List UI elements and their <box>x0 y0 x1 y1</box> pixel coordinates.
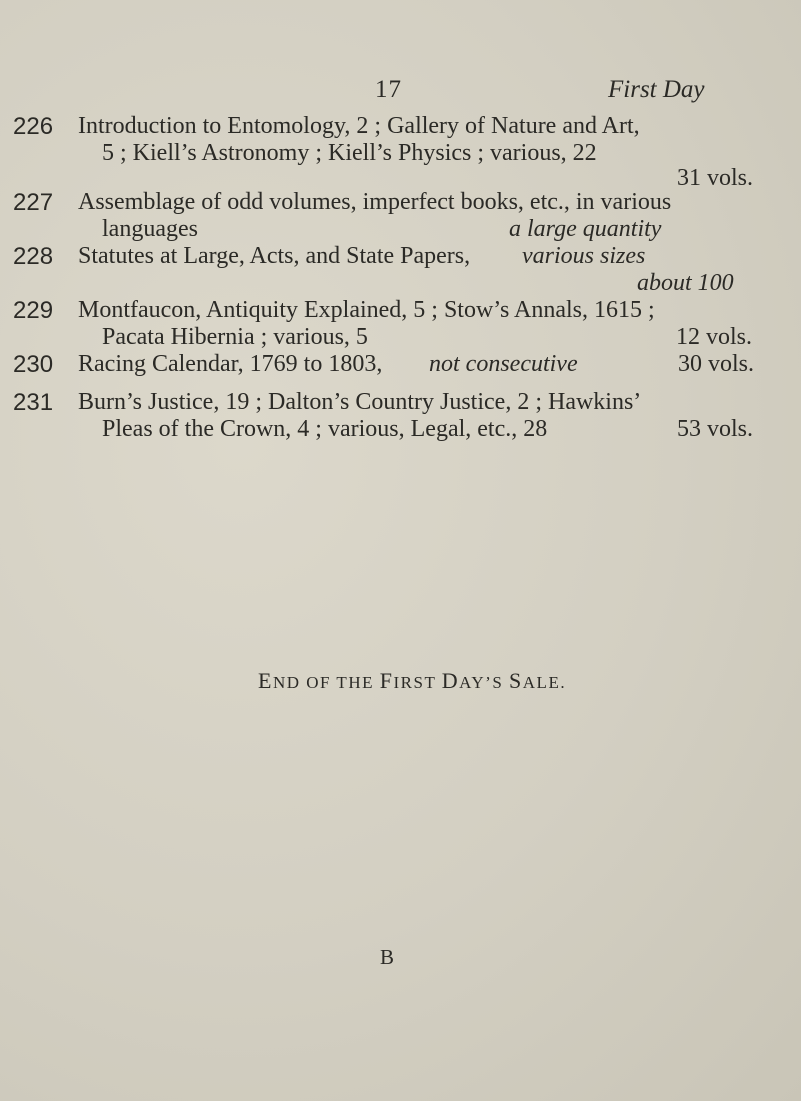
lot-note: not consecutive <box>429 351 578 377</box>
lot-quantity: 53 vols. <box>677 416 754 442</box>
lot-line: languages <box>102 216 198 242</box>
lot-line: Statutes at Large, Acts, and State Papers, <box>78 243 471 269</box>
running-title: First Day <box>608 76 705 103</box>
lot-number: 230 <box>13 351 54 378</box>
lot-number: 226 <box>13 113 54 140</box>
signature-mark: B <box>380 945 395 969</box>
end-note-part: E <box>258 668 273 693</box>
lot-quantity: 31 vols. <box>677 165 754 191</box>
lot-number: 229 <box>13 297 54 324</box>
lot-line: Burn’s Justice, 19 ; Dalton’s Country Justice, 2 ; Hawkins’ <box>78 389 642 415</box>
lot-line: Pleas of the Crown, 4 ; various, Legal, etc., 28 <box>102 416 548 442</box>
end-note-part: F <box>379 668 394 693</box>
lot-number: 231 <box>13 389 54 416</box>
lot-quantity: about 100 <box>637 270 734 296</box>
end-of-sale-note <box>258 668 566 694</box>
lot-line: Racing Calendar, 1769 to 1803, <box>78 351 383 377</box>
end-note-part: AY’S <box>459 673 510 692</box>
lot-quantity: 30 vols. <box>678 351 755 377</box>
lot-line: Pacata Hibernia ; various, 5 <box>102 324 368 350</box>
lot-quantity: 12 vols. <box>676 324 753 350</box>
lot-number: 228 <box>13 243 54 270</box>
end-note-part: D <box>441 668 460 693</box>
lot-line: Introduction to Entomology, 2 ; Gallery of Nature and Art, <box>78 113 640 139</box>
end-note-part: S <box>509 668 523 693</box>
end-note-part: ND OF THE <box>272 673 380 692</box>
lot-number: 227 <box>13 189 54 216</box>
lot-line: Montfaucon, Antiquity Explained, 5 ; Stow’s Annals, 1615 ; <box>78 297 655 323</box>
end-note-part: ALE. <box>522 673 567 692</box>
page-number: 17 <box>375 76 402 103</box>
lot-quantity: a large quantity <box>509 216 662 242</box>
end-note-part: IRST <box>393 673 442 692</box>
lot-size-note: various sizes <box>522 243 646 269</box>
lot-line: 5 ; Kiell’s Astronomy ; Kiell’s Physics ; various, 22 <box>102 140 597 166</box>
lot-line: Assemblage of odd volumes, imperfect books, etc., in various <box>78 189 672 215</box>
